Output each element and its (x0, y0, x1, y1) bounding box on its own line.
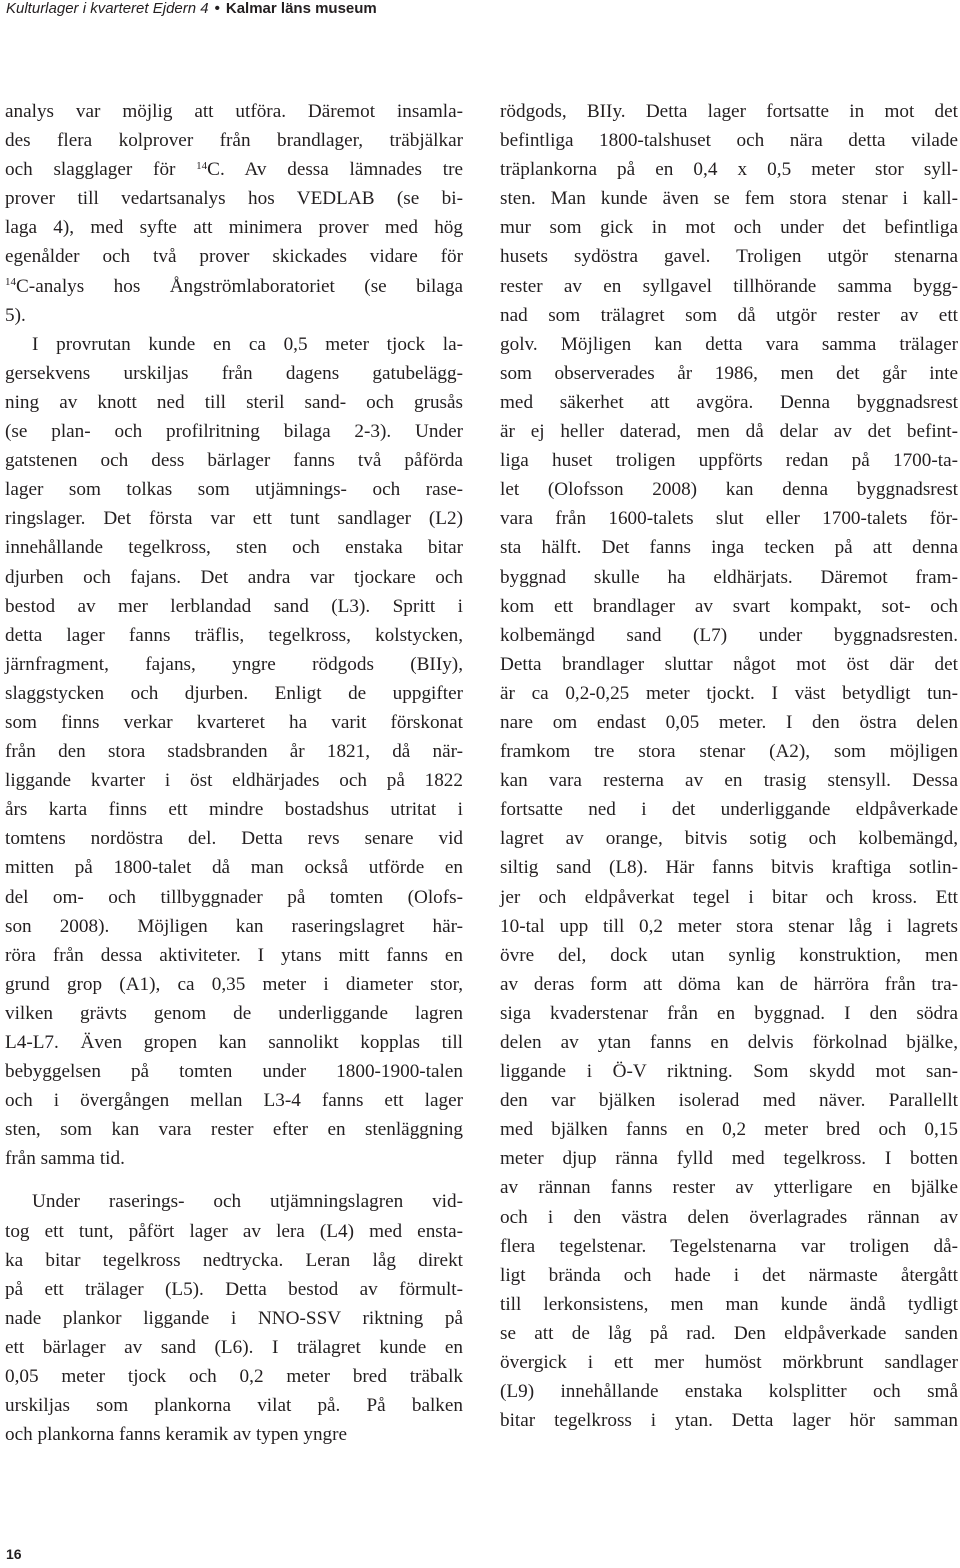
text-line: med säkerhet att avgöra. Denna byggnadsrest (500, 391, 958, 413)
text-line: mitten på 1800-talet då man också utförde en (5, 857, 463, 879)
text-line: urskiljas som plankorna vilat på. På balken (5, 1395, 463, 1417)
text-line: ka bitar tegelkross nedtrycka. Leran låg direkt (5, 1249, 463, 1271)
text-line: befintliga 1800-talshuset och nära detta vilade (500, 130, 958, 152)
left-text-column (5, 97, 463, 1449)
superscript-isotope: 14 (5, 276, 16, 289)
page-number: 16 (6, 1546, 22, 1562)
text-line: ringslager. Det första var ett tunt sandlager (L2) (5, 508, 463, 530)
text-line: ett bärlager av sand (L6). I trälagret kunde en (5, 1336, 463, 1358)
text-line: detta lager fanns träflis, tegelkross, kolstycken, (5, 624, 463, 646)
text-line: rödgods, BIIy. Detta lager fortsatte in mot det (500, 101, 958, 122)
text-line: golv. Möjligen kan detta vara samma trälager (500, 333, 958, 355)
text-line: jer och eldpåverkat tegel i bitar och kross. Ett (500, 886, 958, 908)
running-header (6, 0, 377, 20)
text-line: flera tegelstenar. Tegelstenarna var troligen då- (500, 1235, 958, 1257)
text-line: sten, som kan vara rester efter en stenläggning (5, 1119, 463, 1141)
text-line: laga 4), med syfte att minimera prover med hög (5, 217, 463, 239)
text-line: års karta finns ett mindre bostadshus utritat i (5, 799, 463, 821)
text-line: nad som trälagret som då utgör rester av ett (500, 304, 958, 326)
text-line: lagret av orange, bitvis sotig och kolbemängd, (500, 828, 958, 850)
text-line: som finns verkar kvarteret ha varit förskonat (5, 711, 463, 733)
publication-series-title: Kulturlager i kvarteret Ejdern 4 (6, 0, 209, 17)
text-line: till lerkonsistens, men man kunde ändå tydligt (500, 1293, 958, 1315)
superscript-isotope: 14 (196, 159, 208, 172)
text-line: och i den västra delen överlagrades rännan av (500, 1206, 958, 1228)
text-line: den var bjälken isolerad med näver. Parallellt (500, 1090, 958, 1112)
paragraph-continued (500, 97, 958, 1435)
text-line: träplankorna på en 0,4 x 0,5 meter stor syll- (500, 159, 958, 181)
text-line: från den stora stadsbranden år 1821, då när- (5, 741, 463, 763)
text-line: röra från dessa aktiviteter. I ytans mitt fanns en (5, 944, 463, 966)
text-line: Detta brandlager sluttar något mot öst där det (500, 653, 958, 675)
text-line: är ca 0,2-0,25 meter tjockt. I väst betydligt tun- (500, 682, 958, 704)
text-line: egenålder och två prover skickades vidare för (5, 246, 463, 268)
text-line: framkom tre stora stenar (A2), som möjligen (500, 741, 958, 763)
text-line: byggnad skulle ha eldhärjats. Däremot fram- (500, 566, 958, 588)
text-line: kan vara resterna av en trasig stensyll. Dessa (500, 770, 958, 792)
text-line: med bjälken fanns en 0,2 meter bred och 0,15 (500, 1119, 958, 1141)
right-text-column (500, 97, 958, 1435)
text-line: kolbemängd sand (L7) under byggnadsresten. (500, 624, 958, 646)
text-line: (se plan- och profilritning bilaga 2-3). Under (5, 421, 463, 443)
text-line: $^{14}$C-analys hos Ångströmlaboratoriet (se bilaga (5, 275, 463, 297)
text-line: siltig sand (L8). Här fanns bitvis kraftiga sotlin- (500, 857, 958, 879)
text-line: I provrutan kunde en ca 0,5 meter tjock la- (32, 333, 463, 355)
text-line: djurben och fajans. Det andra var tjockare och (5, 566, 463, 588)
text-line: gatstenen och dess bärlager fanns två påförda (5, 450, 463, 472)
text-line: vara från 1600-talets slut eller 1700-talets för- (500, 508, 958, 530)
text-line: husets sydöstra gavel. Troligen utgör stenarna (500, 246, 958, 268)
text-line: (L9) innehållande enstaka kolsplitter och små (500, 1381, 958, 1403)
text-line: 0,05 meter tjock och 0,2 meter bred träbalk (5, 1366, 463, 1388)
text-line: analys var möjlig att utföra. Däremot insamla- (5, 101, 463, 122)
text-line: vilken grävts genom de underliggande lagren (5, 1002, 463, 1024)
museum-name: Kalmar läns museum (225, 0, 377, 17)
text-line: övergick i ett mer humöst mörkbrunt sandlager (500, 1352, 958, 1374)
text-line: son 2008). Möjligen kan raseringslagret här- (5, 915, 463, 937)
text-line: av deras form att döma kan de härröra från tra- (500, 973, 958, 995)
text-line: 5). (5, 304, 26, 326)
text-line: är ej heller daterad, men då delar av det befint- (500, 421, 958, 443)
paragraph-gap (5, 1173, 463, 1187)
text-line: delen av ytan fanns en delvis förkolnad bjälke, (500, 1032, 958, 1053)
text-line: 10-tal upp till 0,2 meter stora stenar låg i lagrets (500, 915, 958, 937)
text-line: liggande kvarter i öst eldhärjades och på 1822 (5, 770, 463, 792)
text-line: liga huset troligen uppförts redan på 1700-ta- (500, 450, 958, 472)
header-separator: • (214, 0, 220, 17)
text-line: liggande i Ö-V riktning. Som skydd mot san- (500, 1061, 958, 1083)
text-line: nade plankor liggande i NNO-SSV riktning på (5, 1307, 463, 1329)
text-line: lager som tolkas som utjämnings- och rase- (5, 479, 463, 501)
text-line: av rännan fanns rester av ytterligare en bjälke (500, 1177, 958, 1199)
text-line: ning av knott ned till steril sand- och grusås (5, 391, 463, 413)
text-line: bitar tegelkross i ytan. Detta lager hör samman (500, 1410, 958, 1432)
text-line: prover till vedartsanalys hos VEDLAB (se bi- (5, 188, 463, 210)
text-line: på ett trälager (L5). Detta bestod av förmult- (5, 1278, 463, 1300)
paragraph-1 (5, 97, 463, 330)
text-line: och slagglager för $^{14}$C. Av dessa lämnades tre (5, 159, 463, 181)
text-line: ligt brända och hade i det närmaste återgått (500, 1264, 958, 1286)
text-line: siga kvaderstenar från en byggnad. I den södra (500, 1002, 958, 1024)
text-line: meter djup ränna fylld med tegelkross. I botten (500, 1148, 958, 1170)
paragraph-2 (5, 330, 463, 1174)
text-line: tomtens nordöstra del. Detta revs senare vid (5, 828, 463, 850)
text-line: des flera kolprover från brandlager, träbjälkar (5, 130, 463, 152)
text-line: del om- och tillbyggnader på tomten (Olofs- (5, 886, 463, 908)
text-line: järnfragment, fajans, yngre rödgods (BIIy), (5, 653, 463, 675)
text-line: tog ett tunt, påfört lager av lera (L4) med ensta- (5, 1220, 463, 1242)
text-line: sta hälft. Det fanns inga tecken på att denna (500, 537, 958, 559)
text-line: bestod av mer lerblandad sand (L3). Spritt i (5, 595, 463, 617)
text-line: övre del, dock utan synlig konstruktion, men (500, 944, 958, 966)
text-line: kom ett brandlager av svart kompakt, sot- och (500, 595, 958, 617)
text-line: innehållande tegelkross, sten och enstaka bitar (5, 537, 463, 559)
text-line: från samma tid. (5, 1148, 125, 1170)
paragraph-3 (5, 1187, 463, 1449)
text-line: sten. Man kunde även se fem stora stenar i kall- (500, 188, 958, 210)
text-line: slaggstycken och djurben. Enligt de uppgifter (5, 682, 463, 704)
text-line: nare om endast 0,05 meter. I den östra delen (500, 711, 958, 733)
text-line: och plankorna fanns keramik av typen yngre (5, 1424, 348, 1446)
text-line: gersekvens urskiljas från dagens gatubelägg- (5, 362, 463, 384)
text-line: och i övergången mellan L3-4 fanns ett lager (5, 1090, 463, 1112)
text-line: fortsatte ned i det underliggande eldpåverkade (500, 799, 958, 821)
text-line: bebyggelsen på tomten under 1800-1900-talen (5, 1061, 463, 1083)
text-line: se att de låg på rad. Den eldpåverkade sanden (500, 1322, 958, 1344)
text-line: Under raserings- och utjämningslagren vid- (32, 1191, 463, 1213)
text-line: grund grop (A1), ca 0,35 meter i diameter stor, (5, 973, 463, 995)
text-line: let (Olofsson 2008) kan denna byggnadsrest (500, 479, 958, 501)
text-line: mur som gick in mot och under det befintliga (500, 217, 958, 239)
text-line: som observerades år 1986, men det går inte (500, 362, 958, 384)
text-line: L4-L7. Även gropen kan sannolikt kopplas till (5, 1032, 463, 1053)
text-line: rester av en syllgavel tillhörande samma bygg- (500, 275, 958, 297)
